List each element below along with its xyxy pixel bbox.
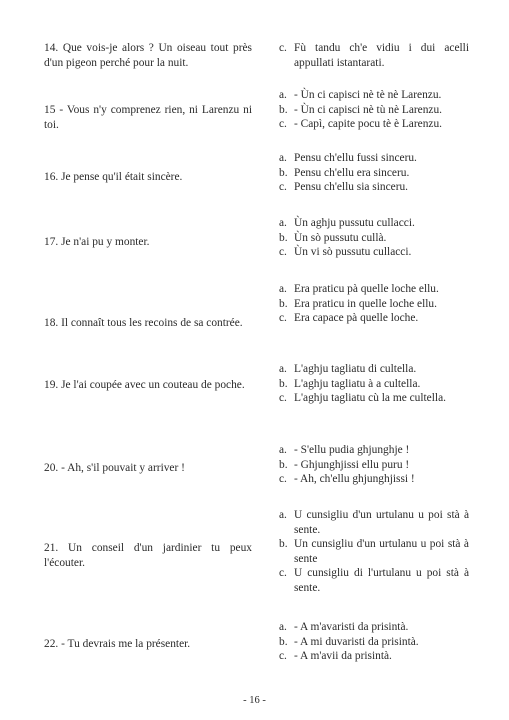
option-letter: b. — [279, 458, 288, 471]
option-21-a — [279, 508, 469, 537]
option-letter: a. — [279, 363, 287, 375]
option-19-c — [279, 391, 469, 406]
option-text: Ùn sò pussutu cullà. — [294, 231, 387, 244]
option-text: Fù tandu ch'e vidiu i dui acelli appullati istantarati. — [294, 42, 469, 69]
option-text: L'aghju tagliatu cù la me cultella. — [294, 392, 446, 405]
question-21: 21. Un conseil d'un jardinier tu peux l'écouter. — [44, 542, 252, 569]
question-16: 16. Je pense qu'il était sincère. — [44, 171, 183, 183]
option-22-b — [279, 635, 469, 650]
option-letter: a. — [279, 509, 287, 521]
option-text: - Ah, ch'ellu ghjunghjissi ! — [294, 473, 415, 486]
answer-block-14 — [279, 41, 469, 70]
answer-block-20 — [279, 443, 469, 487]
option-21-c — [279, 566, 469, 595]
option-17-a — [279, 216, 469, 231]
option-letter: b. — [279, 297, 288, 310]
answer-block-19 — [279, 362, 469, 406]
option-text: Era praticu pà quelle loche ellu. — [294, 283, 439, 295]
option-letter: b. — [279, 538, 288, 551]
option-14-c — [279, 41, 469, 70]
option-text: - Ùn ci capisci nè tù nè Larenzu. — [294, 103, 443, 116]
option-text: Era praticu in quelle loche ellu. — [294, 297, 437, 310]
question-17: 17. Je n'ai pu y monter. — [44, 236, 150, 248]
question-20: 20. - Ah, s'il pouvait y arriver ! — [44, 462, 185, 474]
option-letter: c. — [279, 246, 287, 259]
answer-block-15 — [279, 88, 469, 132]
option-letter: b. — [279, 103, 288, 116]
option-15-c — [279, 117, 469, 132]
option-19-b — [279, 377, 469, 392]
option-letter: c. — [279, 392, 287, 405]
option-letter: c. — [279, 473, 287, 486]
option-letter: c. — [279, 567, 287, 580]
option-letter: a. — [279, 152, 287, 164]
answer-block-21 — [279, 508, 469, 596]
option-text: - A m'avaristi da prisintà. — [294, 621, 409, 633]
option-text: U cunsigliu di l'urtulanu u poi stà à sente. — [294, 567, 469, 594]
option-22-a — [279, 620, 469, 635]
option-15-a — [279, 88, 469, 103]
option-text: - Ùn ci capisci nè tè nè Larenzu. — [294, 89, 442, 101]
option-16-b — [279, 166, 469, 181]
answer-block-17 — [279, 216, 469, 260]
option-18-a — [279, 282, 469, 297]
option-letter: c. — [279, 312, 287, 325]
option-22-c — [279, 649, 469, 664]
option-18-c — [279, 311, 469, 326]
option-letter: c. — [279, 181, 287, 194]
option-20-c — [279, 472, 469, 487]
option-16-a — [279, 151, 469, 166]
option-letter: b. — [279, 635, 288, 648]
option-text: - A m'avii da prisintà. — [294, 650, 392, 663]
option-text: Ùn vi sò pussutu cullacci. — [294, 246, 412, 259]
option-text: - A mi duvaristi da prisintà. — [294, 635, 419, 648]
option-17-c — [279, 245, 469, 260]
option-letter: c. — [279, 42, 287, 54]
answer-block-22 — [279, 620, 469, 664]
option-text: - S'ellu pudia ghjunghje ! — [294, 444, 410, 456]
option-text: U cunsigliu d'un urtulanu u poi stà à sente. — [294, 509, 469, 536]
question-19: 19. Je l'ai coupée avec un couteau de poche. — [44, 379, 245, 391]
option-text: Pensu ch'ellu fussi sinceru. — [294, 152, 417, 164]
answer-block-18 — [279, 282, 469, 326]
option-20-b — [279, 458, 469, 473]
option-text: - Capì, capite pocu tè è Larenzu. — [294, 118, 443, 131]
option-letter: a. — [279, 621, 287, 633]
option-text: Era capace pà quelle loche. — [294, 312, 419, 325]
answer-block-16 — [279, 151, 469, 195]
option-text: - Ghjunghjissi ellu puru ! — [294, 458, 410, 471]
option-20-a — [279, 443, 469, 458]
option-letter: a. — [279, 217, 287, 229]
option-16-c — [279, 180, 469, 195]
option-text: Pensu ch'ellu sia sinceru. — [294, 181, 409, 194]
option-text: Pensu ch'ellu era sinceru. — [294, 166, 410, 179]
option-text: Ùn aghju pussutu cullacci. — [294, 217, 415, 229]
option-text: Un cunsigliu d'un urtulanu u poi stà à sente — [294, 538, 469, 565]
question-18: 18. Il connaît tous les recoins de sa contrée. — [44, 317, 243, 329]
option-text: L'aghju tagliatu di cultella. — [294, 363, 417, 375]
page-number: - 16 - — [243, 695, 266, 706]
option-letter: a. — [279, 444, 287, 456]
option-letter: b. — [279, 231, 288, 244]
question-14: 14. Que vois-je alors ? Un oiseau tout près d'un pigeon perché pour la nuit. — [44, 42, 252, 69]
option-letter: b. — [279, 377, 288, 390]
option-letter: b. — [279, 166, 288, 179]
option-letter: c. — [279, 118, 287, 131]
option-letter: a. — [279, 89, 287, 101]
question-22: 22. - Tu devrais me la présenter. — [44, 638, 191, 650]
option-17-b — [279, 231, 469, 246]
option-letter: c. — [279, 650, 287, 663]
option-letter: a. — [279, 283, 287, 295]
option-19-a — [279, 362, 469, 377]
question-15: 15 - Vous n'y comprenez rien, ni Larenzu ni toi. — [44, 104, 252, 131]
option-15-b — [279, 103, 469, 118]
option-21-b — [279, 537, 469, 566]
option-18-b — [279, 297, 469, 312]
option-text: L'aghju tagliatu à a cultella. — [294, 377, 421, 390]
